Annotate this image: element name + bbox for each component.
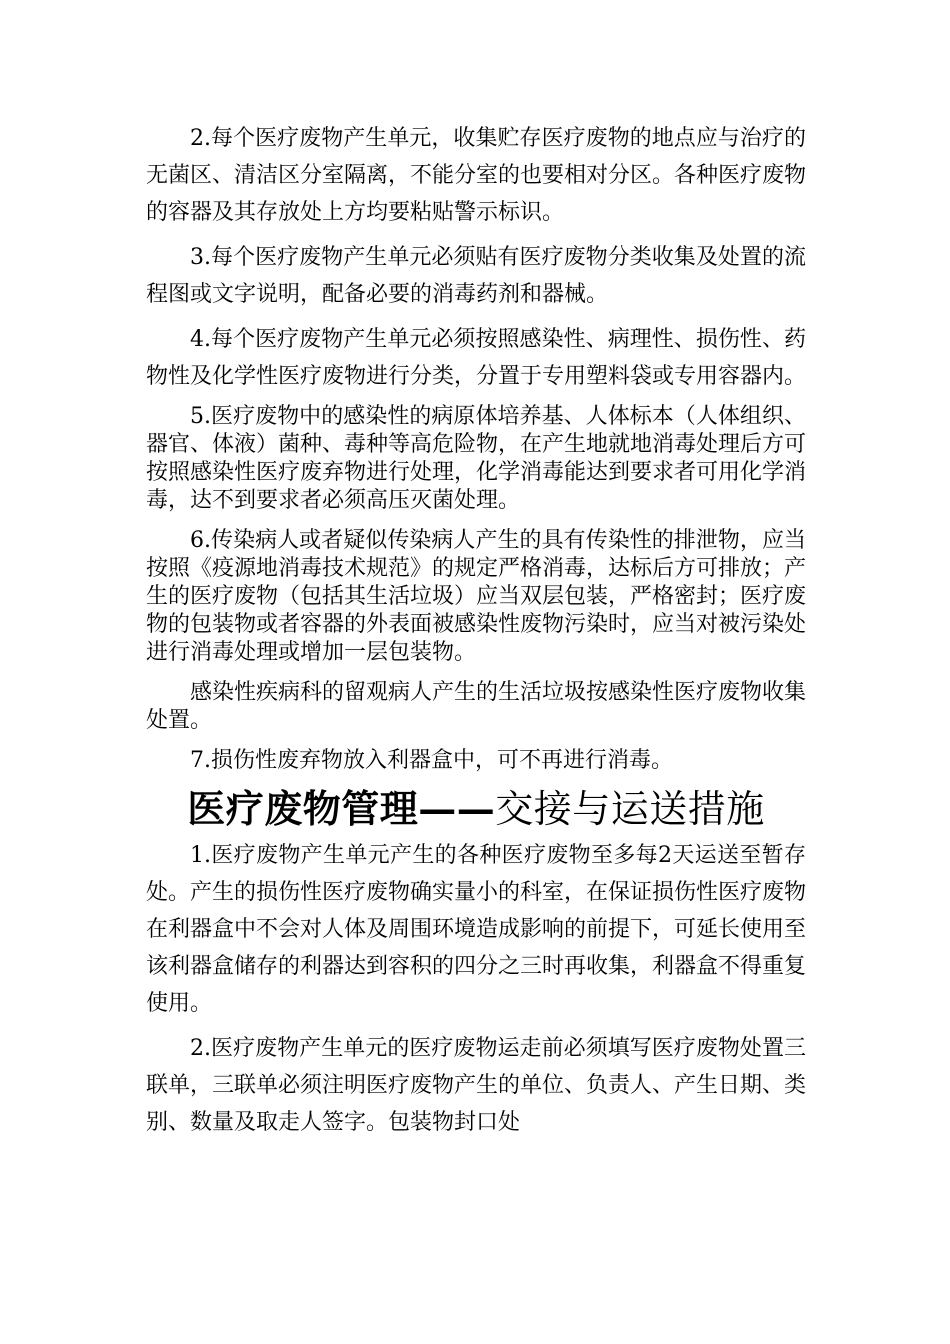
paragraph-item-5: 5.医疗废物中的感染性的病原体培养基、人体标本（人体组织、器官、体液）菌种、毒种等高危险物，在产生地就地消毒处理后方可按照感染性医疗废弃物进行处理，化学消毒能达到要求者可用化学消毒，达不到要求者必须高压灭菌处理。 [146, 404, 807, 513]
section-heading-sub: 交接与运送措施 [495, 787, 765, 831]
paragraph-item-7: 7.损伤性废弃物放入利器盒中，可不再进行消毒。 [190, 748, 673, 773]
section-heading-main: 医疗废物管理—— [187, 786, 496, 831]
paragraph-item-4: 4.每个医疗废物产生单元必须按照感染性、病理性、损伤性、药物性及化学性医疗废物进行分类，分置于专用塑料袋或专用容器内。 [146, 327, 807, 389]
document-page [146, 120, 806, 1141]
section-heading [146, 783, 806, 835]
paragraph-transfer-2: 2.医疗废物产生单元的医疗废物运走前必须填写医疗废物处置三联单，三联单必须注明医疗废物产生的单位、负责人、产生日期、类别、数量及取走人签字。包装物封口处 [146, 1036, 807, 1135]
paragraph-item-6: 6.传染病人或者疑似传染病人产生的具有传染性的排泄物，应当按照《疫源地消毒技术规范》的规定严格消毒，达标后方可排放；产生的医疗废物（包括其生活垃圾）应当双层包装，严格密封；医疗废物的包装物或者容器的外表面被感染性废物污染时，应当对被污染处进行消毒处理或增加一层包装物。 [146, 528, 807, 665]
paragraph-item-2: 2.每个医疗废物产生单元，收集贮存医疗废物的地点应与治疗的无菌区、清洁区分室隔离，不能分室的也要相对分区。各种医疗废物的容器及其存放处上方均要粘贴警示标识。 [146, 126, 807, 225]
paragraph-infectious-ward: 感染性疾病科的留观病人产生的生活垃圾按感染性医疗废物收集处置。 [146, 680, 807, 733]
paragraph-transfer-1: 1.医疗废物产生单元产生的各种医疗废物至多每2天运送至暂存处。产生的损伤性医疗废物确实量小的科室，在保证损伤性医疗废物在利器盒中不会对人体及周围环境造成影响的前提下，可延长使用至该利器盒储存的利器达到容积的四分之三时再收集，利器盒不得重复使用。 [146, 843, 807, 1016]
paragraph-item-3: 3.每个医疗废物产生单元必须贴有医疗废物分类收集及处置的流程图或文字说明，配备必要的消毒药剂和器械。 [146, 245, 806, 307]
